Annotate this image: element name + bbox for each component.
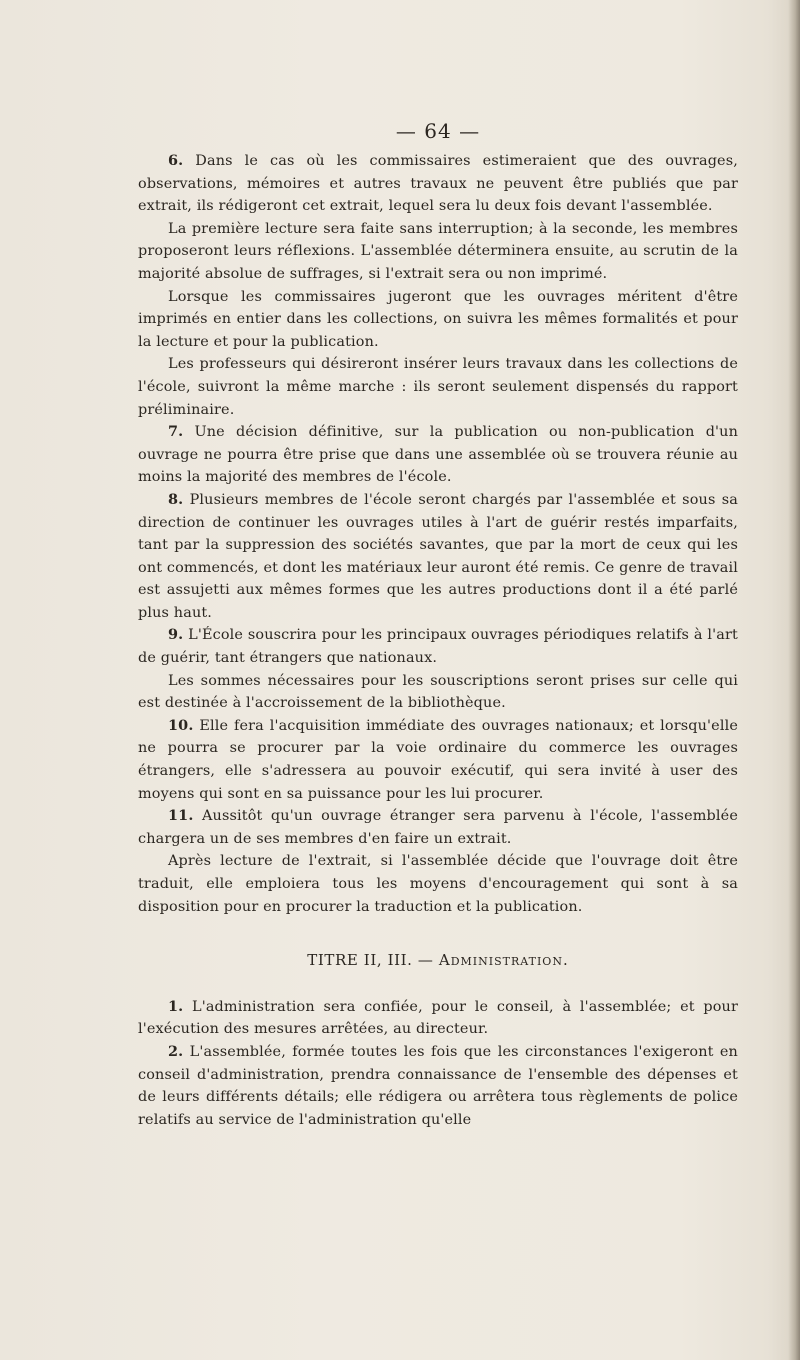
paragraph-article-1: [138, 996, 738, 1041]
paragraph-article-8: [138, 489, 738, 625]
paragraph: [138, 850, 738, 918]
paragraph-article-2: [138, 1041, 738, 1131]
paragraph-article-9: [138, 624, 738, 669]
article-number: 1.: [168, 997, 184, 1015]
paragraph-text: Aussitôt qu'un ouvrage étranger sera parvenu à l'école, l'assemblée chargera un de ses membres d'en faire un extrait.: [138, 808, 738, 847]
paragraph-text: Après lecture de l'extrait, si l'assemblée décide que l'ouvrage doit être traduit, elle emploiera tous les moyens d'encouragement qui sont à sa disposition pour en procurer la traduction et la publication.: [138, 853, 738, 915]
article-number: 6.: [168, 152, 184, 169]
paragraph-text: L'École souscrira pour les principaux ouvrages périodiques relatifs à l'art de guérir, tant étrangers que nationaux.: [138, 627, 738, 667]
paragraph: [138, 218, 738, 286]
paragraph-article-7: [138, 421, 738, 489]
article-number: 9.: [168, 626, 184, 644]
page-number: — 64 —: [395, 119, 481, 143]
paragraph-text: Les sommes nécessaires pour les souscriptions seront prises sur celle qui est destinée à l'accroissement de la bibliothèque.: [138, 672, 738, 712]
paragraph: [138, 286, 738, 354]
paragraph-text: Les professeurs qui désireront insérer leurs travaux dans les collections de l'école, suivront la même marche : ils seront seulement dispensés du rapport préliminaire.: [138, 356, 738, 418]
article-number: 11.: [168, 807, 194, 825]
paragraph-text: Une décision définitive, sur la publication ou non-publication d'un ouvrage ne pourra être prise que dans une assemblée où se trouvera réunie au moins la majorité des membres de l'école.: [138, 424, 738, 486]
page-content: [138, 118, 738, 1131]
article-number: 2.: [168, 1042, 184, 1060]
paragraph-text: Dans le cas où les commissaires estimeraient que des ouvrages, observations, mémoires et autres travaux ne peuvent être publiés que par extrait, ils rédigeront cet extrait, lequel sera lu deux fois devant l'assemblée.: [138, 153, 738, 215]
paragraph-text: Lorsque les commissaires jugeront que les ouvrages méritent d'être imprimés en entier dans les collections, on suivra les mêmes formalités et pour la lecture et pour la publication.: [138, 288, 738, 350]
article-number: 7.: [168, 423, 184, 441]
paragraph-article-6: [138, 150, 738, 218]
paragraph-text: L'administration sera confiée, pour le conseil, à l'assemblée; et pour l'exécution des mesures arrêtées, au directeur.: [138, 998, 738, 1038]
paragraph-text: Elle fera l'acquisition immédiate des ouvrages nationaux; et lorsqu'elle ne pourra se procurer par la voie ordinaire du commerce les ouvrages étrangers, elle s'adressera au pouvoir exécutif, qui sera invité à user des moyens qui sont en sa puissance pour les lui procurer.: [138, 717, 738, 802]
section-heading: [138, 949, 738, 972]
paragraph-text: L'assemblée, formée toutes les fois que les circonstances l'exigeront en conseil d'administration, prendra connaissance de l'ensemble des dépenses et de leurs différents détails; elle rédigera ou arrêtera tous règlements de police relatifs au service de l'administration qu'elle: [138, 1043, 738, 1128]
section-heading-prefix: TITRE II, III. —: [307, 951, 439, 970]
article-number: 10.: [168, 716, 194, 734]
page-edge-shadow: [788, 0, 800, 1360]
paragraph: [138, 353, 738, 421]
paragraph-article-11: [138, 805, 738, 850]
paragraph-text: Plusieurs membres de l'école seront chargés par l'assemblée et sous sa direction de continuer les ouvrages utiles à l'art de guérir restés imparfaits, tant par la suppression des sociétés savantes, que par la mort de ceux qui les ont commencés, et dont les matériaux leur auront été remis. Ce genre de travail est assujetti aux mêmes formes que les autres productions dont il a été parlé plus haut.: [138, 491, 738, 621]
paragraph-article-10: [138, 715, 738, 805]
section-heading-label: Administration.: [438, 951, 569, 970]
article-number: 8.: [168, 490, 184, 508]
paragraph-text: La première lecture sera faite sans interruption; à la seconde, les membres proposeront leurs réflexions. L'assemblée déterminera ensuite, au scrutin de la majorité absolue de suffrages, si l'extrait sera ou non imprimé.: [138, 220, 738, 282]
paragraph: [138, 670, 738, 715]
